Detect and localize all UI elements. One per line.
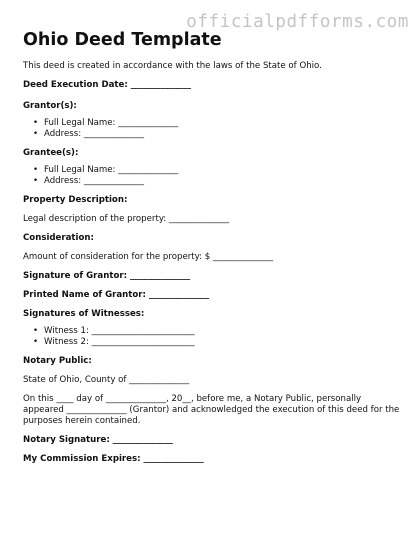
deed-document bbox=[23, 29, 403, 465]
grantee-address-field: • Address: ______________ bbox=[23, 176, 403, 187]
witness-list bbox=[23, 326, 403, 347]
grantor-printed-name-field: Printed Name of Grantor: ______________ bbox=[23, 290, 210, 300]
grantor-list bbox=[23, 118, 403, 139]
page-title: Ohio Deed Template bbox=[23, 30, 222, 50]
consideration-heading: Consideration: bbox=[23, 233, 94, 243]
witness-2-field: • Witness 2: ________________________ bbox=[23, 337, 403, 348]
grantee-list bbox=[23, 165, 403, 186]
execution-date-field: Deed Execution Date: ______________ bbox=[23, 80, 191, 90]
acknowledgment-paragraph: On this ____ day of ______________, 20__, before me, a Notary Public, personally appeared ______________ (Grantor) and acknowledged the execution of this deed for the purposes herein contained. bbox=[23, 394, 400, 426]
grantor-heading: Grantor(s): bbox=[23, 101, 77, 111]
grantor-signature-field: Signature of Grantor: ______________ bbox=[23, 271, 191, 281]
commission-expires-field: My Commission Expires: ______________ bbox=[23, 454, 204, 464]
notary-heading: Notary Public: bbox=[23, 356, 92, 366]
property-description-field: Legal description of the property: ______________ bbox=[23, 214, 230, 224]
site-watermark: officialpdfforms.com bbox=[186, 12, 409, 32]
grantor-name-field: • Full Legal Name: ______________ bbox=[23, 118, 403, 129]
intro-paragraph: This deed is created in accordance with the laws of the State of Ohio. bbox=[23, 61, 322, 71]
property-heading: Property Description: bbox=[23, 195, 128, 205]
county-field: State of Ohio, County of ______________ bbox=[23, 375, 190, 385]
witness-heading: Signatures of Witnesses: bbox=[23, 309, 145, 319]
notary-signature-field: Notary Signature: ______________ bbox=[23, 435, 173, 445]
grantor-address-field: • Address: ______________ bbox=[23, 129, 403, 140]
witness-1-field: • Witness 1: ________________________ bbox=[23, 326, 403, 337]
grantee-heading: Grantee(s): bbox=[23, 148, 79, 158]
consideration-amount-field: Amount of consideration for the property: $ ______________ bbox=[23, 252, 274, 262]
grantee-name-field: • Full Legal Name: ______________ bbox=[23, 165, 403, 176]
